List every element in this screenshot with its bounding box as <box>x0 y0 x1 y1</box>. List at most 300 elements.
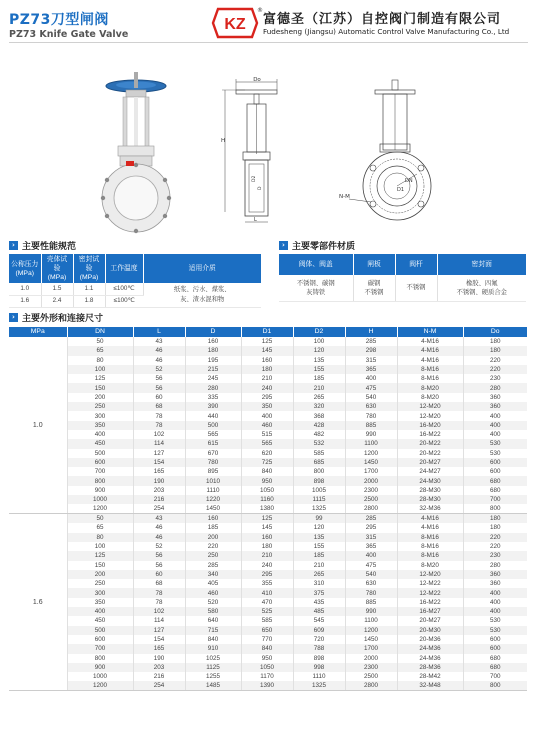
dims-cell: 250 <box>67 402 133 411</box>
dims-cell: 530 <box>463 439 527 448</box>
table-row <box>279 275 526 301</box>
dims-cell: 400 <box>463 588 527 597</box>
dims-cell: 280 <box>185 383 241 392</box>
dims-cell: 32-M48 <box>397 681 463 691</box>
dims-cell: 145 <box>241 346 293 355</box>
dims-cell: 1115 <box>293 495 345 504</box>
dims-cell: 28-M42 <box>397 672 463 681</box>
dims-cell: 80 <box>67 533 133 542</box>
table-row <box>9 616 527 625</box>
dims-cell: 1050 <box>241 486 293 495</box>
dims-cell: 580 <box>185 607 241 616</box>
dims-cell: 780 <box>345 588 397 597</box>
dims-cell: 210 <box>293 383 345 392</box>
dims-cell: 365 <box>345 365 397 374</box>
dims-cell: 52 <box>133 365 185 374</box>
dims-cell: 320 <box>293 402 345 411</box>
dims-cell: 20-M30 <box>397 626 463 635</box>
table-row <box>9 486 527 495</box>
perf-col-header <box>105 254 143 283</box>
perf-col-header <box>41 254 73 283</box>
dims-cell: 700 <box>67 644 133 653</box>
dims-cell: 1110 <box>185 486 241 495</box>
dims-cell: 155 <box>293 542 345 551</box>
dims-cell: 685 <box>293 458 345 467</box>
dims-cell: 220 <box>463 365 527 374</box>
dims-cell: 28-M36 <box>397 663 463 672</box>
table-row <box>9 644 527 653</box>
dims-cell: 125 <box>241 514 293 524</box>
dims-cell: 530 <box>463 626 527 635</box>
dims-cell: 840 <box>241 644 293 653</box>
dims-cell: 2500 <box>345 495 397 504</box>
dims-cell: 24-M30 <box>397 476 463 485</box>
dims-cell: 300 <box>67 588 133 597</box>
performance-section-title: › 主要性能规范 <box>9 239 76 252</box>
dims-cell: 1220 <box>185 495 241 504</box>
parts-cell <box>437 275 526 301</box>
dims-cell: 950 <box>241 476 293 485</box>
dims-cell: 195 <box>185 356 241 365</box>
dims-cell: 56 <box>133 383 185 392</box>
dims-cell: 210 <box>241 551 293 560</box>
dims-cell: 440 <box>185 411 241 420</box>
table-row <box>9 681 527 691</box>
dims-cell: 8-M16 <box>397 365 463 374</box>
dims-cell: 620 <box>241 449 293 458</box>
dims-cell: 315 <box>345 356 397 365</box>
dims-cell: 135 <box>293 356 345 365</box>
dims-cell: 295 <box>241 570 293 579</box>
section-arrow-icon: › <box>9 241 18 250</box>
dims-cell: 1200 <box>67 681 133 691</box>
dims-cell: 120 <box>293 523 345 532</box>
table-row <box>9 607 527 616</box>
dims-cell: 435 <box>293 598 345 607</box>
dims-cell: 145 <box>241 523 293 532</box>
dims-cell: 160 <box>185 337 241 346</box>
dims-cell: 680 <box>489 654 501 662</box>
dims-cell: 203 <box>133 663 185 672</box>
dims-cell: 310 <box>293 579 345 588</box>
parts-col-header: 密封面 <box>437 254 526 275</box>
dims-cell: 200 <box>185 533 241 542</box>
dims-cell: 12-M22 <box>397 579 463 588</box>
registered-mark: ® <box>257 7 263 14</box>
label-l: L <box>254 217 257 223</box>
table-row <box>9 365 527 374</box>
dims-cell: 50 <box>67 337 133 346</box>
dims-cell: 898 <box>293 654 345 663</box>
dims-cell: 680 <box>489 486 501 494</box>
dims-cell: 125 <box>241 337 293 346</box>
dims-cell: 56 <box>133 551 185 560</box>
dims-cell: 1700 <box>345 467 397 476</box>
dims-cell: 125 <box>67 551 133 560</box>
dims-cell: 180 <box>463 514 527 524</box>
dims-cell: 127 <box>133 449 185 458</box>
parts-cell-line: 不锈钢 <box>364 288 384 296</box>
dims-cell: 127 <box>133 626 185 635</box>
dims-cell: 43 <box>133 337 185 346</box>
dims-cell: 482 <box>293 430 345 439</box>
dims-cell: 525 <box>241 607 293 616</box>
dims-cell: 100 <box>293 337 345 346</box>
dims-cell: 680 <box>463 476 527 485</box>
dims-cell: 114 <box>133 616 185 625</box>
dims-cell: 24-M36 <box>397 644 463 653</box>
table-row <box>9 476 527 485</box>
table-row <box>9 383 527 392</box>
dims-cell: 355 <box>241 579 293 588</box>
dims-cell: 650 <box>241 626 293 635</box>
table-row <box>9 458 527 467</box>
dims-cell: 295 <box>241 393 293 402</box>
dims-cell: 350 <box>241 402 293 411</box>
perf-medium-line: 灰、渣水混和物 <box>180 295 225 303</box>
label-d1: D1 <box>397 187 405 193</box>
table-row <box>9 283 261 295</box>
table-row <box>9 504 527 514</box>
dims-cell: 400 <box>489 598 501 606</box>
table-row <box>9 411 527 420</box>
label-d2: D2 <box>252 175 257 182</box>
dims-cell: 210 <box>241 374 293 383</box>
dims-cell: 475 <box>345 383 397 392</box>
dims-cell: 400 <box>241 411 293 420</box>
parts-col-header: 闸板 <box>353 254 395 275</box>
company-logo <box>212 8 258 38</box>
dims-cell: 609 <box>293 626 345 635</box>
perf-cell: 1.0 <box>9 283 41 295</box>
dims-cell: 216 <box>133 672 185 681</box>
side-view-drawing <box>215 78 285 226</box>
label-do: Do <box>253 77 261 83</box>
dims-col-header: MPa <box>9 327 67 337</box>
dims-cell: 4-M16 <box>397 356 463 365</box>
dims-cell: 350 <box>67 421 133 430</box>
dimensions-table <box>9 327 527 691</box>
dims-cell: 8-M16 <box>397 542 463 551</box>
header-divider <box>9 42 528 43</box>
perf-cell: 2.4 <box>41 295 73 307</box>
dims-cell: 16-M22 <box>397 598 463 607</box>
dims-cell: 1170 <box>241 672 293 681</box>
dims-cell: 12-M20 <box>397 411 463 420</box>
dims-col-header: D <box>185 327 241 337</box>
table-row <box>9 579 527 588</box>
dims-cell: 1450 <box>345 635 397 644</box>
dims-cell: 1325 <box>293 504 345 514</box>
dims-cell: 565 <box>241 439 293 448</box>
company-name-cn: 富德圣（江苏）自控阀门制造有限公司 <box>263 12 502 27</box>
table-row <box>9 374 527 383</box>
dims-cell: 200 <box>67 393 133 402</box>
dims-cell: 4-M16 <box>397 523 463 532</box>
dims-cell: 28-M30 <box>397 486 463 495</box>
dims-cell: 410 <box>241 588 293 597</box>
table-row <box>9 523 527 532</box>
dims-cell: 600 <box>489 468 501 476</box>
table-row <box>9 337 527 346</box>
dims-cell: 220 <box>185 542 241 551</box>
dims-col-header: Do <box>463 327 527 337</box>
dims-cell: 8-M20 <box>397 561 463 570</box>
perf-col-header <box>9 254 41 283</box>
performance-table <box>9 254 261 308</box>
parts-cell-line: 碳钢 <box>367 279 381 287</box>
pressure-cell: 1.0 <box>9 337 67 514</box>
dims-cell: 16-M22 <box>397 430 463 439</box>
dims-cell: 428 <box>293 421 345 430</box>
dims-cell: 600 <box>463 458 527 467</box>
dims-cell: 1390 <box>241 681 293 691</box>
dims-cell: 203 <box>133 486 185 495</box>
dims-cell: 12-M20 <box>397 402 463 411</box>
front-view-drawing <box>339 78 445 226</box>
dims-cell: 1010 <box>185 476 241 485</box>
dims-cell: 470 <box>241 598 293 607</box>
table-row <box>9 672 527 681</box>
dims-cell: 1005 <box>293 486 345 495</box>
dims-cell: 450 <box>67 439 133 448</box>
table-row <box>9 402 527 411</box>
dims-cell: 43 <box>133 514 185 524</box>
dims-cell: 770 <box>241 635 293 644</box>
dims-cell: 1100 <box>345 616 397 625</box>
dims-cell: 200 <box>67 570 133 579</box>
dims-cell: 185 <box>293 374 345 383</box>
dims-cell: 240 <box>241 383 293 392</box>
dims-cell: 46 <box>133 356 185 365</box>
dims-cell: 150 <box>67 383 133 392</box>
dims-cell: 530 <box>489 449 501 457</box>
dims-cell: 154 <box>133 635 185 644</box>
dims-col-header: L <box>133 327 185 337</box>
dims-cell: 68 <box>133 402 185 411</box>
dims-cell: 700 <box>489 673 501 681</box>
table-row <box>9 467 527 476</box>
dims-cell: 600 <box>463 644 527 653</box>
dims-cell: 895 <box>185 467 241 476</box>
dims-cell: 280 <box>463 383 527 392</box>
dims-cell: 1450 <box>185 504 241 514</box>
dims-cell: 400 <box>67 430 133 439</box>
dims-col-header: DN <box>67 327 133 337</box>
dims-cell: 900 <box>67 486 133 495</box>
dims-cell: 600 <box>67 458 133 467</box>
dims-cell: 800 <box>463 681 527 691</box>
dims-cell: 160 <box>241 533 293 542</box>
perf-h1: 壳体试验 (MPa) <box>46 256 68 281</box>
dims-cell: 4-M16 <box>397 514 463 524</box>
dims-cell: 215 <box>185 365 241 374</box>
perf-col-header <box>73 254 105 283</box>
dims-cell: 46 <box>133 533 185 542</box>
section-arrow-icon: › <box>9 313 18 322</box>
dims-cell: 20-M22 <box>397 449 463 458</box>
company-name-en: Fudesheng (Jiangsu) Automatic Control Valve Manufacturing Co., Ltd <box>263 27 510 36</box>
dims-cell: 180 <box>489 524 501 532</box>
table-row <box>9 551 527 560</box>
dims-cell: 360 <box>463 402 527 411</box>
parts-col-header: 阀体、阀盖 <box>279 254 353 275</box>
dims-cell: 1000 <box>67 672 133 681</box>
dims-cell: 1160 <box>241 495 293 504</box>
table-row <box>9 495 527 504</box>
dims-cell: 1380 <box>241 504 293 514</box>
table-row <box>9 654 527 663</box>
perf-h0: 公称压力 (MPa) <box>11 260 39 277</box>
perf-medium-cell <box>143 283 261 307</box>
dims-cell: 254 <box>133 681 185 691</box>
logo-text: KZ <box>224 16 246 33</box>
dims-cell: 300 <box>67 411 133 420</box>
dims-cell: 780 <box>185 458 241 467</box>
dims-cell: 640 <box>185 616 241 625</box>
dims-cell: 715 <box>185 626 241 635</box>
dims-cell: 1450 <box>345 458 397 467</box>
perf-h2: 密封试验 (MPa) <box>78 256 100 281</box>
dims-cell: 298 <box>345 346 397 355</box>
dims-cell: 400 <box>345 374 397 383</box>
dims-cell: 135 <box>293 533 345 542</box>
table-row <box>9 439 527 448</box>
dims-cell: 125 <box>67 374 133 383</box>
dims-cell: 2300 <box>345 486 397 495</box>
dims-cell: 12-M20 <box>397 570 463 579</box>
dims-cell: 1325 <box>293 681 345 691</box>
dims-cell: 990 <box>345 430 397 439</box>
dims-cell: 78 <box>133 411 185 420</box>
dims-cell: 460 <box>241 421 293 430</box>
table-row <box>9 598 527 607</box>
dims-cell: 250 <box>185 551 241 560</box>
dims-cell: 1125 <box>185 663 241 672</box>
dims-cell: 910 <box>185 644 241 653</box>
dims-cell: 400 <box>345 551 397 560</box>
dims-cell: 20-M36 <box>397 635 463 644</box>
dims-cell: 400 <box>489 431 501 439</box>
dims-col-header: H <box>345 327 397 337</box>
dims-cell: 1200 <box>67 504 133 514</box>
dims-cell: 540 <box>345 393 397 402</box>
dims-cell: 340 <box>185 570 241 579</box>
dims-cell: 2800 <box>345 504 397 514</box>
dims-cell: 1000 <box>67 495 133 504</box>
dims-cell: 788 <box>293 644 345 653</box>
dims-cell: 545 <box>293 616 345 625</box>
table-row <box>9 430 527 439</box>
table-row <box>9 449 527 458</box>
dims-cell: 1100 <box>345 439 397 448</box>
dims-cell: 120 <box>293 346 345 355</box>
label-d: D <box>258 186 263 190</box>
parts-section-title: › 主要零部件材质 <box>279 239 355 252</box>
dims-cell: 78 <box>133 598 185 607</box>
dims-cell: 1110 <box>293 672 345 681</box>
dims-cell: 250 <box>67 579 133 588</box>
dims-cell: 114 <box>133 439 185 448</box>
dims-cell: 65 <box>67 346 133 355</box>
parts-cell-line: 不锈钢、碳钢 <box>296 279 335 287</box>
section-arrow-icon: › <box>279 241 288 250</box>
dims-cell: 898 <box>293 476 345 485</box>
dims-cell: 485 <box>293 607 345 616</box>
label-h: H <box>221 138 226 144</box>
dims-cell: 1485 <box>185 681 241 691</box>
dims-cell: 180 <box>463 346 527 355</box>
dims-cell: 350 <box>67 598 133 607</box>
dims-cell: 190 <box>133 654 185 663</box>
dims-cell: 254 <box>133 504 185 514</box>
dims-cell: 950 <box>241 654 293 663</box>
dims-cell: 180 <box>241 365 293 374</box>
dims-cell: 285 <box>185 561 241 570</box>
dims-cell: 280 <box>489 561 501 569</box>
dims-cell: 1700 <box>345 644 397 653</box>
dims-cell: 102 <box>133 607 185 616</box>
dims-cell: 285 <box>345 337 397 346</box>
dims-cell: 2000 <box>345 654 397 663</box>
dims-cell: 540 <box>345 570 397 579</box>
dims-cell: 630 <box>345 402 397 411</box>
dims-cell: 28-M30 <box>397 495 463 504</box>
dims-cell: 615 <box>185 439 241 448</box>
dims-cell: 16-M27 <box>397 607 463 616</box>
dims-cell: 998 <box>293 663 345 672</box>
table-row <box>9 635 527 644</box>
perf-cell: 1.8 <box>73 295 105 307</box>
dims-cell: 532 <box>293 439 345 448</box>
dims-cell: 700 <box>463 495 527 504</box>
dims-cell: 220 <box>489 543 501 551</box>
dims-cell: 600 <box>489 636 501 644</box>
parts-cell <box>353 275 395 301</box>
table-row <box>9 626 527 635</box>
dims-cell: 180 <box>489 338 501 346</box>
dims-cell: 32-M36 <box>397 504 463 514</box>
dims-cell: 2000 <box>345 476 397 485</box>
table-row <box>9 533 527 542</box>
parts-cell <box>279 275 353 301</box>
dims-cell: 180 <box>185 346 241 355</box>
dims-cell: 265 <box>293 393 345 402</box>
dims-cell: 1025 <box>185 654 241 663</box>
table-row <box>9 542 527 551</box>
dims-cell: 2500 <box>345 672 397 681</box>
dims-cell: 530 <box>489 617 501 625</box>
dims-cell: 295 <box>345 523 397 532</box>
valve-photo <box>90 66 182 234</box>
dims-cell: 99 <box>293 514 345 524</box>
dims-cell: 360 <box>489 393 501 401</box>
dims-cell: 78 <box>133 421 185 430</box>
perf-cell: 1.5 <box>41 283 73 295</box>
dims-cell: 2800 <box>345 681 397 691</box>
dims-cell: 405 <box>185 579 241 588</box>
dims-cell: 210 <box>293 561 345 570</box>
dims-cell: 65 <box>67 523 133 532</box>
dims-cell: 1050 <box>241 663 293 672</box>
dims-cell: 1200 <box>345 626 397 635</box>
dims-cell: 154 <box>133 458 185 467</box>
dims-cell: 885 <box>345 598 397 607</box>
dims-cell: 800 <box>293 467 345 476</box>
dims-cell: 475 <box>345 561 397 570</box>
dims-cell: 185 <box>293 551 345 560</box>
dims-cell: 180 <box>241 542 293 551</box>
